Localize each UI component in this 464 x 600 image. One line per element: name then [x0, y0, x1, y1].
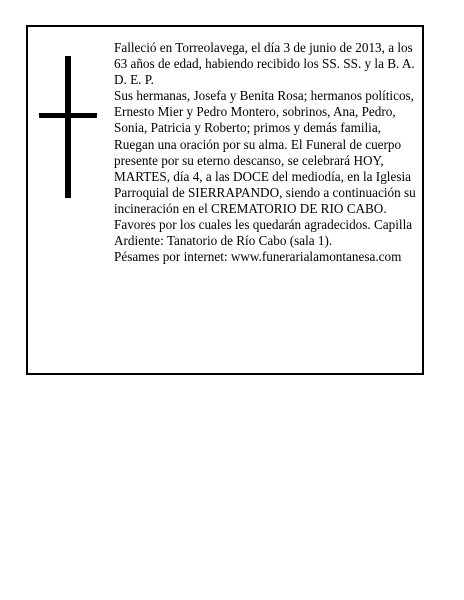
- death-announcement: Falleció en Torreolavega, el día 3 de junio de 2013, a los 63 años de edad, habiendo recibido los SS. SS. y la B. A.: [114, 40, 415, 72]
- cross-vertical-bar: [65, 56, 71, 198]
- rip-line: D. E. P.: [114, 72, 154, 88]
- funeral-details: Ruegan una oración por su alma. El Funeral de cuerpo presente por su eterno descanso, se celebrará HOY, MARTES, día 4, a las DOCE del mediodía, en la Iglesia Parroquial de SIERRAPANDO, siendo a continuación su incineración en el CREMATORIO DE RIO CABO. Favores por los cuales les quedarán agradecidos. Capilla Ardiente: Tanatorio de Río Cabo (sala 1).: [114, 136, 416, 249]
- notice-text: [114, 40, 420, 265]
- obituary-notice: [26, 25, 424, 375]
- condolences-line: Pésames por internet: www.funerarialamontanesa.com: [114, 249, 402, 265]
- family-list: Sus hermanas, Josefa y Benita Rosa; hermanos políticos, Ernesto Mier y Pedro Montero, sobrinos, Ana, Pedro, Sonia, Patricia y Roberto; primos y demás familia,: [114, 88, 414, 136]
- cross-horizontal-bar: [39, 113, 97, 118]
- cross-icon: [39, 56, 97, 198]
